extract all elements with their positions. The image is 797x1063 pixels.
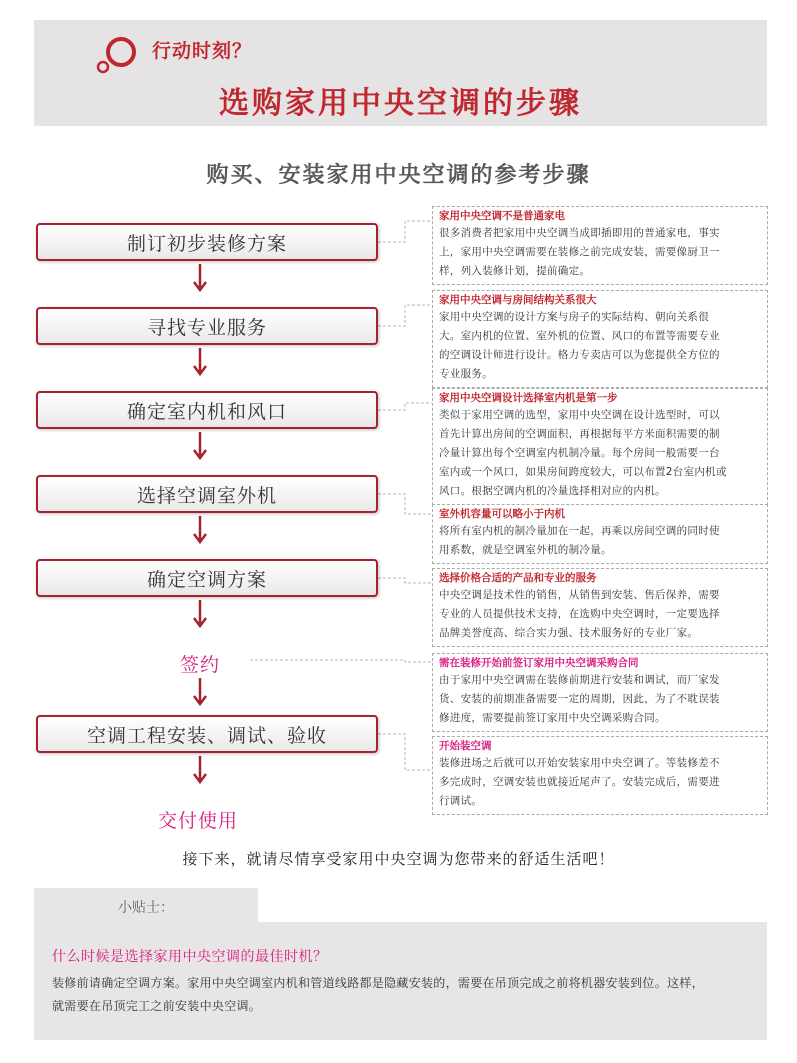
note-line: 多完成时，空调安装也就接近尾声了。安装完成后，需要进 [439,776,720,788]
step-find-service: 寻找专业服务 [36,307,378,345]
note-box [432,504,768,564]
section-subtitle: 购买、安装家用中央空调的参考步骤 [206,163,591,188]
note-line: 由于家用中央空调需在装修前期进行安装和调试，而厂家发 [439,674,720,686]
tips-answer [52,972,752,1018]
arrow-down-icon [191,431,209,461]
note-line: 大。室内机的位置、室外机的位置、风口的布置等需要专业 [439,330,720,342]
arrow-down-icon [191,347,209,377]
note-line: 行调试。 [439,795,483,807]
note-line: 的空调设计师进行设计。格力专卖店可以为您提供全方位的 [439,349,720,361]
note-line: 修进度，需要提前签订家用中央空调采购合同。 [439,712,666,724]
step-renovation-plan: 制订初步装修方案 [36,223,378,261]
arrow-down-icon [191,677,209,707]
arrow-down-icon [191,515,209,545]
tips-answer-line: 装修前请确定空调方案。家用中央空调室内机和管道线路都是隐藏安装的，需要在吊顶完成之前将机器安装到位。这样， [52,976,704,990]
step-delivery: 交付使用 [158,810,239,832]
note-line: 用系数，就是空调室外机的制冷量。 [439,544,612,556]
note-line: 冷量计算出每个空调室内机制冷量。每个房间一般需要一台 [439,447,720,459]
note-box [432,568,768,647]
note-line: 首先计算出房间的空调面积，再根据每平方米面积需要的制 [439,428,720,440]
note-line: 专业服务。 [439,368,493,380]
tips-answer-line: 就需要在吊顶完工之前安装中央空调。 [52,999,262,1013]
step-installation: 空调工程安装、调试、验收 [36,715,378,753]
note-line: 风口。根据空调内机的冷量选择相对应的内机。 [439,485,666,497]
note-title: 家用中央空调不是普通家电 [439,210,565,222]
page-title: 选购家用中央空调的步骤 [219,86,582,121]
note-line: 室内或一个风口，如果房间跨度较大，可以布置2台室内机或 [439,466,727,478]
note-title: 需在装修开始前签订家用中央空调采购合同 [439,657,639,669]
step-ac-plan: 确定空调方案 [36,559,378,597]
note-box [432,736,768,815]
note-line: 专业的人员提供技术支持，在选购中央空调时，一定要选择 [439,608,720,620]
note-box [432,388,768,505]
note-title: 选择价格合适的产品和专业的服务 [439,572,597,584]
header-banner [34,20,767,126]
note-line: 家用中央空调的设计方案与房子的实际结构、朝向关系很 [439,311,709,323]
note-line: 品牌美誉度高、综合实力强、技术服务好的专业厂家。 [439,627,699,639]
note-box [432,290,768,388]
note-line: 很多消费者把家用中央空调当成即插即用的普通家电，事实 [439,227,720,239]
note-title: 家用中央空调与房间结构关系很大 [439,294,597,306]
step-contract: 签约 [180,654,221,676]
logo-circles-icon [94,34,144,74]
note-line: 中央空调是技术性的销售，从销售到安装、售后保养，需要 [439,589,720,601]
note-box [432,653,768,732]
tips-label: 小贴士： [118,900,174,916]
note-box [432,206,768,285]
arrow-down-icon [191,755,209,785]
closing-message: 接下来，就请尽情享受家用中央空调为您带来的舒适生活吧！ [182,850,615,868]
note-line: 货、安装的前期准备需要一定的周期，因此，为了不耽误装 [439,693,720,705]
note-title: 开始装空调 [439,740,492,752]
note-line: 类似于家用空调的选型，家用中央空调在设计选型时，可以 [439,409,720,421]
tips-question: 什么时候是选择家用中央空调的最佳时机？ [52,949,328,965]
note-title: 室外机容量可以略小于内机 [439,508,565,520]
step-outdoor-unit: 选择空调室外机 [36,475,378,513]
note-line: 样，列入装修计划，提前确定。 [439,265,591,277]
note-line: 将所有室内机的制冷量加在一起，再乘以房间空调的同时使 [439,525,720,537]
arrow-down-icon [191,599,209,629]
note-line: 上，家用中央空调需要在装修之前完成安装，需要像厨卫一 [439,246,720,258]
note-line: 装修进场之后就可以开始安装家用中央空调了。等装修差不 [439,757,720,769]
arrow-down-icon [191,263,209,293]
note-title: 家用中央空调设计选择室内机是第一步 [439,392,618,404]
step-indoor-unit: 确定室内机和风口 [36,391,378,429]
header-kicker: 行动时刻？ [152,40,253,62]
